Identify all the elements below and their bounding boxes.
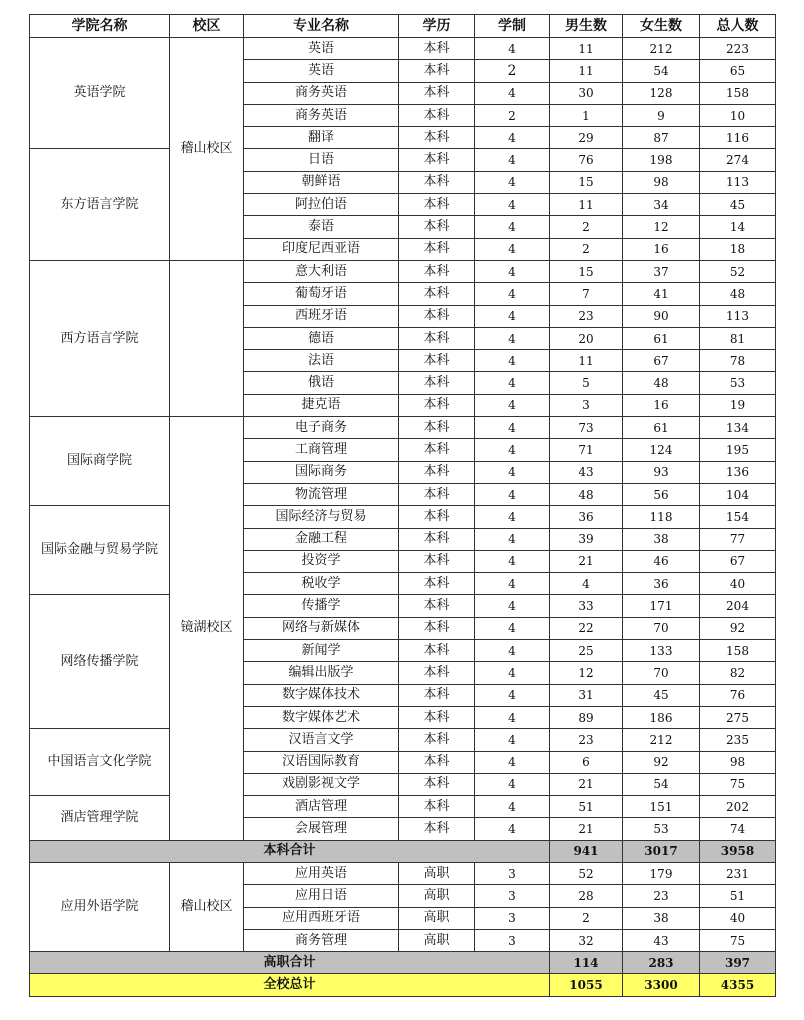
table-row <box>30 38 776 60</box>
years-cell: 3 <box>475 929 550 951</box>
female-cell: 212 <box>623 729 700 751</box>
total-cell: 40 <box>700 573 776 595</box>
undergrad-total-female: 3017 <box>623 840 700 862</box>
male-cell: 15 <box>550 171 623 193</box>
major-cell: 应用英语 <box>244 862 399 884</box>
female-cell: 171 <box>623 595 700 617</box>
male-cell: 6 <box>550 751 623 773</box>
degree-cell: 本科 <box>399 149 475 171</box>
major-cell: 翻译 <box>244 127 399 149</box>
total-cell: 48 <box>700 283 776 305</box>
total-cell: 202 <box>700 796 776 818</box>
degree-cell: 本科 <box>399 238 475 260</box>
female-cell: 34 <box>623 194 700 216</box>
years-cell: 2 <box>475 104 550 126</box>
male-cell: 11 <box>550 38 623 60</box>
years-cell: 4 <box>475 796 550 818</box>
degree-cell: 本科 <box>399 684 475 706</box>
female-cell: 124 <box>623 439 700 461</box>
college-cell: 东方语言学院 <box>30 149 170 260</box>
years-cell: 4 <box>475 528 550 550</box>
degree-cell: 本科 <box>399 82 475 104</box>
undergrad-total-total: 3958 <box>700 840 776 862</box>
years-cell: 4 <box>475 171 550 193</box>
male-cell: 23 <box>550 729 623 751</box>
total-cell: 158 <box>700 640 776 662</box>
degree-cell: 本科 <box>399 127 475 149</box>
undergrad-total-label: 本科合计 <box>30 840 550 862</box>
table-row <box>30 417 776 439</box>
male-cell: 5 <box>550 372 623 394</box>
female-cell: 38 <box>623 528 700 550</box>
degree-cell: 本科 <box>399 573 475 595</box>
total-cell: 98 <box>700 751 776 773</box>
male-cell: 20 <box>550 327 623 349</box>
total-cell: 82 <box>700 662 776 684</box>
female-cell: 36 <box>623 573 700 595</box>
header-degree: 学历 <box>399 15 475 38</box>
male-cell: 2 <box>550 238 623 260</box>
degree-cell: 本科 <box>399 216 475 238</box>
major-cell: 俄语 <box>244 372 399 394</box>
total-cell: 223 <box>700 38 776 60</box>
major-cell: 捷克语 <box>244 394 399 416</box>
major-cell: 国际经济与贸易 <box>244 506 399 528</box>
years-cell: 4 <box>475 595 550 617</box>
major-cell: 法语 <box>244 350 399 372</box>
major-cell: 工商管理 <box>244 439 399 461</box>
grand-total-label: 全校总计 <box>30 974 550 996</box>
degree-cell: 高职 <box>399 885 475 907</box>
total-cell: 134 <box>700 417 776 439</box>
campus-cell-blank <box>170 260 244 416</box>
header-campus: 校区 <box>170 15 244 38</box>
major-cell: 新闻学 <box>244 640 399 662</box>
years-cell: 4 <box>475 305 550 327</box>
degree-cell: 本科 <box>399 439 475 461</box>
total-cell: 204 <box>700 595 776 617</box>
major-cell: 传播学 <box>244 595 399 617</box>
table-row <box>30 506 776 528</box>
years-cell: 4 <box>475 706 550 728</box>
total-cell: 51 <box>700 885 776 907</box>
female-cell: 87 <box>623 127 700 149</box>
header-total: 总人数 <box>700 15 776 38</box>
male-cell: 36 <box>550 506 623 528</box>
female-cell: 92 <box>623 751 700 773</box>
major-cell: 印度尼西亚语 <box>244 238 399 260</box>
years-cell: 4 <box>475 818 550 840</box>
total-cell: 40 <box>700 907 776 929</box>
major-cell: 戏剧影视文学 <box>244 773 399 795</box>
major-cell: 德语 <box>244 327 399 349</box>
degree-cell: 本科 <box>399 729 475 751</box>
degree-cell: 本科 <box>399 751 475 773</box>
male-cell: 48 <box>550 483 623 505</box>
table-row <box>30 862 776 884</box>
grand-total-male: 1055 <box>550 974 623 996</box>
years-cell: 4 <box>475 573 550 595</box>
male-cell: 21 <box>550 818 623 840</box>
female-cell: 186 <box>623 706 700 728</box>
female-cell: 45 <box>623 684 700 706</box>
total-cell: 65 <box>700 60 776 82</box>
male-cell: 22 <box>550 617 623 639</box>
total-cell: 19 <box>700 394 776 416</box>
years-cell: 4 <box>475 439 550 461</box>
male-cell: 7 <box>550 283 623 305</box>
female-cell: 41 <box>623 283 700 305</box>
total-cell: 10 <box>700 104 776 126</box>
female-cell: 43 <box>623 929 700 951</box>
major-cell: 国际商务 <box>244 461 399 483</box>
degree-cell: 本科 <box>399 171 475 193</box>
degree-cell: 本科 <box>399 461 475 483</box>
table-row <box>30 149 776 171</box>
total-cell: 195 <box>700 439 776 461</box>
degree-cell: 本科 <box>399 327 475 349</box>
female-cell: 98 <box>623 171 700 193</box>
degree-cell: 本科 <box>399 506 475 528</box>
degree-cell: 本科 <box>399 617 475 639</box>
degree-cell: 本科 <box>399 194 475 216</box>
degree-cell: 本科 <box>399 38 475 60</box>
major-cell: 商务管理 <box>244 929 399 951</box>
total-cell: 104 <box>700 483 776 505</box>
total-cell: 75 <box>700 929 776 951</box>
undergrad-total-male: 941 <box>550 840 623 862</box>
total-cell: 78 <box>700 350 776 372</box>
female-cell: 70 <box>623 617 700 639</box>
major-cell: 会展管理 <box>244 818 399 840</box>
male-cell: 11 <box>550 194 623 216</box>
male-cell: 28 <box>550 885 623 907</box>
male-cell: 52 <box>550 862 623 884</box>
degree-cell: 本科 <box>399 483 475 505</box>
male-cell: 1 <box>550 104 623 126</box>
total-cell: 113 <box>700 305 776 327</box>
total-cell: 154 <box>700 506 776 528</box>
female-cell: 133 <box>623 640 700 662</box>
total-cell: 275 <box>700 706 776 728</box>
degree-cell: 本科 <box>399 372 475 394</box>
years-cell: 3 <box>475 907 550 929</box>
years-cell: 4 <box>475 461 550 483</box>
major-cell: 英语 <box>244 60 399 82</box>
major-cell: 数字媒体技术 <box>244 684 399 706</box>
years-cell: 4 <box>475 684 550 706</box>
major-cell: 意大利语 <box>244 260 399 282</box>
female-cell: 90 <box>623 305 700 327</box>
years-cell: 4 <box>475 238 550 260</box>
years-cell: 4 <box>475 640 550 662</box>
grand-total-female: 3300 <box>623 974 700 996</box>
male-cell: 21 <box>550 550 623 572</box>
male-cell: 23 <box>550 305 623 327</box>
male-cell: 73 <box>550 417 623 439</box>
enrollment-table <box>29 14 776 997</box>
female-cell: 12 <box>623 216 700 238</box>
years-cell: 4 <box>475 82 550 104</box>
undergrad-total-row <box>30 840 776 862</box>
male-cell: 31 <box>550 684 623 706</box>
major-cell: 商务英语 <box>244 82 399 104</box>
campus-cell: 镜湖校区 <box>170 417 244 841</box>
total-cell: 74 <box>700 818 776 840</box>
major-cell: 英语 <box>244 38 399 60</box>
vocational-total-total: 397 <box>700 952 776 974</box>
major-cell: 阿拉伯语 <box>244 194 399 216</box>
college-cell: 酒店管理学院 <box>30 796 170 841</box>
male-cell: 51 <box>550 796 623 818</box>
years-cell: 4 <box>475 283 550 305</box>
female-cell: 16 <box>623 238 700 260</box>
degree-cell: 本科 <box>399 550 475 572</box>
total-cell: 116 <box>700 127 776 149</box>
degree-cell: 本科 <box>399 640 475 662</box>
degree-cell: 高职 <box>399 929 475 951</box>
major-cell: 数字媒体艺术 <box>244 706 399 728</box>
female-cell: 198 <box>623 149 700 171</box>
major-cell: 电子商务 <box>244 417 399 439</box>
total-cell: 14 <box>700 216 776 238</box>
college-cell: 国际金融与贸易学院 <box>30 506 170 595</box>
vocational-total-label: 高职合计 <box>30 952 550 974</box>
female-cell: 179 <box>623 862 700 884</box>
major-cell: 朝鲜语 <box>244 171 399 193</box>
years-cell: 4 <box>475 260 550 282</box>
male-cell: 21 <box>550 773 623 795</box>
male-cell: 71 <box>550 439 623 461</box>
degree-cell: 本科 <box>399 706 475 728</box>
degree-cell: 本科 <box>399 417 475 439</box>
table-row <box>30 595 776 617</box>
degree-cell: 本科 <box>399 305 475 327</box>
years-cell: 4 <box>475 550 550 572</box>
female-cell: 48 <box>623 372 700 394</box>
male-cell: 11 <box>550 60 623 82</box>
male-cell: 3 <box>550 394 623 416</box>
header-years: 学制 <box>475 15 550 38</box>
degree-cell: 本科 <box>399 796 475 818</box>
female-cell: 118 <box>623 506 700 528</box>
female-cell: 54 <box>623 773 700 795</box>
header-college: 学院名称 <box>30 15 170 38</box>
female-cell: 128 <box>623 82 700 104</box>
female-cell: 9 <box>623 104 700 126</box>
female-cell: 16 <box>623 394 700 416</box>
vocational-total-row <box>30 952 776 974</box>
years-cell: 4 <box>475 417 550 439</box>
college-cell: 英语学院 <box>30 38 170 149</box>
female-cell: 56 <box>623 483 700 505</box>
male-cell: 4 <box>550 573 623 595</box>
years-cell: 4 <box>475 194 550 216</box>
male-cell: 12 <box>550 662 623 684</box>
male-cell: 32 <box>550 929 623 951</box>
total-cell: 235 <box>700 729 776 751</box>
college-cell: 国际商学院 <box>30 417 170 506</box>
major-cell: 日语 <box>244 149 399 171</box>
degree-cell: 高职 <box>399 907 475 929</box>
female-cell: 61 <box>623 417 700 439</box>
table-row <box>30 729 776 751</box>
female-cell: 54 <box>623 60 700 82</box>
male-cell: 29 <box>550 127 623 149</box>
major-cell: 汉语言文学 <box>244 729 399 751</box>
total-cell: 76 <box>700 684 776 706</box>
years-cell: 4 <box>475 216 550 238</box>
major-cell: 酒店管理 <box>244 796 399 818</box>
total-cell: 77 <box>700 528 776 550</box>
header-row <box>30 15 776 38</box>
female-cell: 61 <box>623 327 700 349</box>
male-cell: 39 <box>550 528 623 550</box>
female-cell: 151 <box>623 796 700 818</box>
total-cell: 45 <box>700 194 776 216</box>
college-cell: 西方语言学院 <box>30 260 170 416</box>
major-cell: 应用西班牙语 <box>244 907 399 929</box>
degree-cell: 本科 <box>399 394 475 416</box>
major-cell: 物流管理 <box>244 483 399 505</box>
degree-cell: 本科 <box>399 283 475 305</box>
major-cell: 葡萄牙语 <box>244 283 399 305</box>
male-cell: 15 <box>550 260 623 282</box>
campus-cell: 稽山校区 <box>170 862 244 951</box>
female-cell: 70 <box>623 662 700 684</box>
male-cell: 76 <box>550 149 623 171</box>
major-cell: 投资学 <box>244 550 399 572</box>
years-cell: 4 <box>475 751 550 773</box>
years-cell: 4 <box>475 773 550 795</box>
male-cell: 25 <box>550 640 623 662</box>
total-cell: 92 <box>700 617 776 639</box>
major-cell: 应用日语 <box>244 885 399 907</box>
years-cell: 4 <box>475 372 550 394</box>
years-cell: 4 <box>475 127 550 149</box>
major-cell: 编辑出版学 <box>244 662 399 684</box>
degree-cell: 本科 <box>399 104 475 126</box>
college-cell: 网络传播学院 <box>30 595 170 729</box>
years-cell: 3 <box>475 862 550 884</box>
college-cell: 应用外语学院 <box>30 862 170 951</box>
grand-total-row <box>30 974 776 996</box>
degree-cell: 本科 <box>399 528 475 550</box>
table-row <box>30 260 776 282</box>
major-cell: 税收学 <box>244 573 399 595</box>
male-cell: 89 <box>550 706 623 728</box>
male-cell: 33 <box>550 595 623 617</box>
years-cell: 4 <box>475 483 550 505</box>
male-cell: 43 <box>550 461 623 483</box>
major-cell: 泰语 <box>244 216 399 238</box>
female-cell: 46 <box>623 550 700 572</box>
total-cell: 158 <box>700 82 776 104</box>
years-cell: 4 <box>475 350 550 372</box>
total-cell: 231 <box>700 862 776 884</box>
female-cell: 37 <box>623 260 700 282</box>
male-cell: 2 <box>550 907 623 929</box>
total-cell: 18 <box>700 238 776 260</box>
major-cell: 西班牙语 <box>244 305 399 327</box>
female-cell: 212 <box>623 38 700 60</box>
major-cell: 网络与新媒体 <box>244 617 399 639</box>
degree-cell: 本科 <box>399 818 475 840</box>
years-cell: 4 <box>475 662 550 684</box>
total-cell: 53 <box>700 372 776 394</box>
total-cell: 136 <box>700 461 776 483</box>
total-cell: 52 <box>700 260 776 282</box>
years-cell: 4 <box>475 506 550 528</box>
header-major: 专业名称 <box>244 15 399 38</box>
degree-cell: 高职 <box>399 862 475 884</box>
years-cell: 4 <box>475 729 550 751</box>
years-cell: 2 <box>475 60 550 82</box>
female-cell: 93 <box>623 461 700 483</box>
vocational-total-male: 114 <box>550 952 623 974</box>
campus-cell: 稽山校区 <box>170 38 244 261</box>
total-cell: 67 <box>700 550 776 572</box>
major-cell: 金融工程 <box>244 528 399 550</box>
total-cell: 113 <box>700 171 776 193</box>
years-cell: 3 <box>475 885 550 907</box>
table-row <box>30 796 776 818</box>
total-cell: 75 <box>700 773 776 795</box>
total-cell: 274 <box>700 149 776 171</box>
degree-cell: 本科 <box>399 595 475 617</box>
female-cell: 38 <box>623 907 700 929</box>
years-cell: 4 <box>475 38 550 60</box>
major-cell: 商务英语 <box>244 104 399 126</box>
male-cell: 30 <box>550 82 623 104</box>
major-cell: 汉语国际教育 <box>244 751 399 773</box>
years-cell: 4 <box>475 149 550 171</box>
degree-cell: 本科 <box>399 60 475 82</box>
grand-total-total: 4355 <box>700 974 776 996</box>
degree-cell: 本科 <box>399 773 475 795</box>
male-cell: 11 <box>550 350 623 372</box>
years-cell: 4 <box>475 617 550 639</box>
vocational-total-female: 283 <box>623 952 700 974</box>
degree-cell: 本科 <box>399 662 475 684</box>
degree-cell: 本科 <box>399 260 475 282</box>
years-cell: 4 <box>475 327 550 349</box>
degree-cell: 本科 <box>399 350 475 372</box>
header-male: 男生数 <box>550 15 623 38</box>
total-cell: 81 <box>700 327 776 349</box>
female-cell: 67 <box>623 350 700 372</box>
male-cell: 2 <box>550 216 623 238</box>
college-cell: 中国语言文化学院 <box>30 729 170 796</box>
female-cell: 23 <box>623 885 700 907</box>
header-female: 女生数 <box>623 15 700 38</box>
years-cell: 4 <box>475 394 550 416</box>
female-cell: 53 <box>623 818 700 840</box>
